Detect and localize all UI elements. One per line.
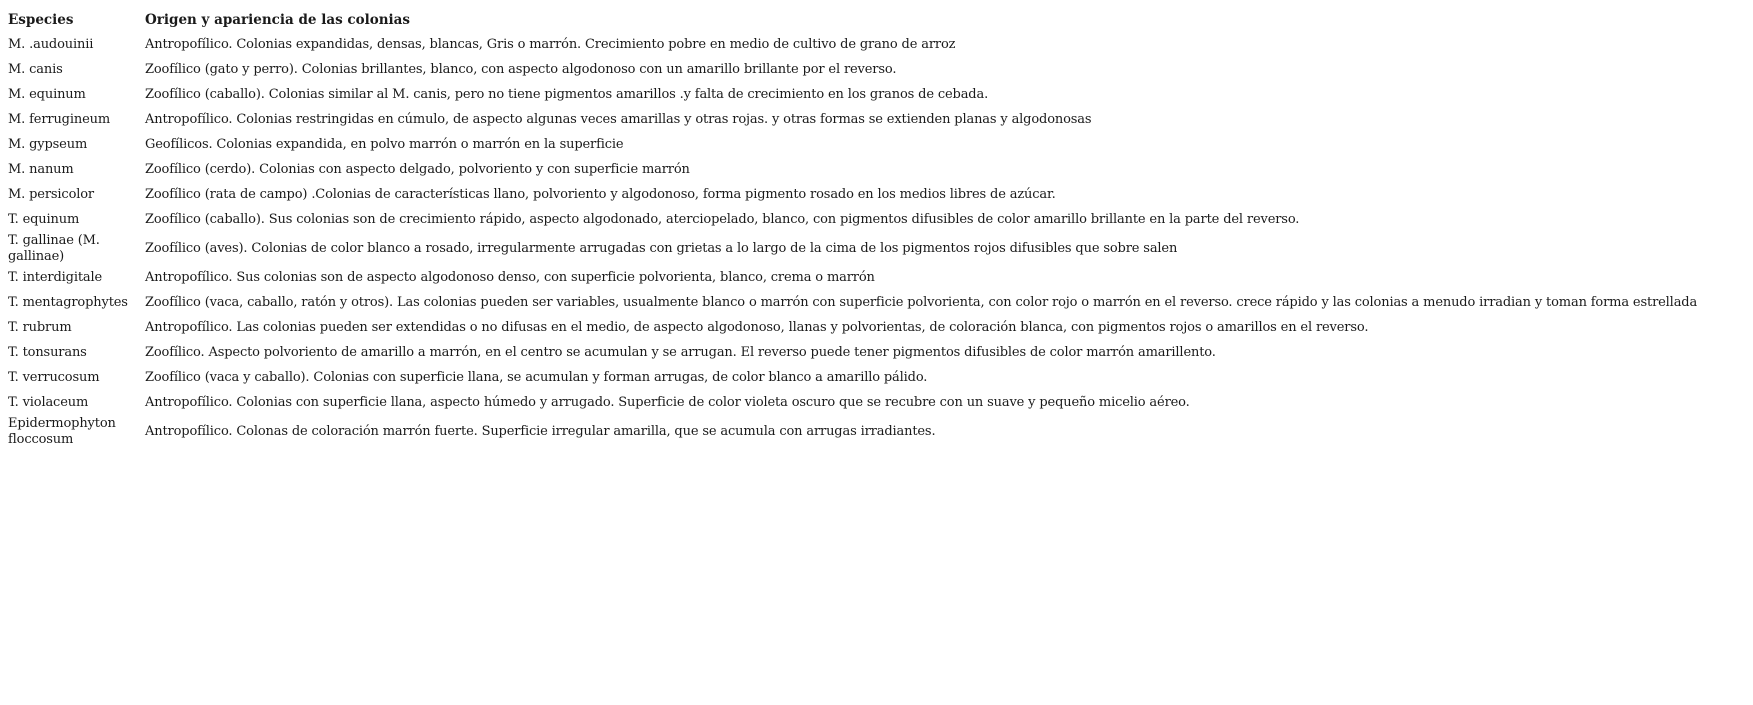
species-description: Zoofílico (caballo). Colonias similar al M. canis, pero no tiene pigmentos amarillos .y falta de crecimiento en los granos de cebada. (145, 86, 989, 102)
species-name: T. interdigitale (8, 269, 103, 285)
table-row (4, 207, 1699, 232)
table-header (4, 8, 1699, 32)
table-row (4, 107, 1699, 132)
species-description: Antropofílico. Colonias con superficie llana, aspecto húmedo y arrugado. Superficie de color violeta oscuro que se recubre con un suave y pequeño micelio aéreo. (145, 394, 1190, 410)
table-row (4, 182, 1699, 207)
table-row (4, 57, 1699, 82)
species-name: M. gypseum (8, 136, 88, 152)
species-description: Zoofílico (caballo). Sus colonias son de crecimiento rápido, aspecto algodonado, aterciopelado, blanco, con pigmentos difusibles de color amarillo brillante en la parte del reverso. (145, 211, 1300, 227)
species-name: T. violaceum (8, 394, 89, 410)
species-name: M. nanum (8, 161, 74, 177)
species-description: Antropofílico. Sus colonias son de aspecto algodonoso denso, con superficie polvorienta, blanco, crema o marrón (145, 269, 875, 285)
species-name: Epidermophyton floccosum (8, 415, 116, 447)
species-description: Zoofílico (vaca y caballo). Colonias con superficie llana, se acumulan y forman arrugas, de color blanco a amarillo pálido. (145, 369, 928, 385)
species-name: T. equinum (8, 211, 80, 227)
table-row (4, 32, 1699, 57)
species-name: M. equinum (8, 86, 86, 102)
species-name: T. verrucosum (8, 369, 100, 385)
species-name: M. .audouinii (8, 36, 94, 52)
species-name: T. tonsurans (8, 344, 87, 360)
table-row (4, 265, 1699, 290)
table-row (4, 340, 1699, 365)
species-description: Zoofílico (vaca, caballo, ratón y otros). Las colonias pueden ser variables, usualmente blanco o marrón con superficie polvorienta, con color rojo o marrón en el reverso. crece rápido y las colonias a menudo irradian y toman forma estrellada (145, 294, 1698, 310)
table-row (4, 82, 1699, 107)
species-description: Zoofílico (aves). Colonias de color blanco a rosado, irregularmente arrugadas con grietas a lo largo de la cima de los pigmentos rojos difusibles que sobre salen (145, 240, 1178, 256)
species-description: Antropofílico. Colonias expandidas, densas, blancas, Gris o marrón. Crecimiento pobre en medio de cultivo de grano de arroz (145, 36, 956, 52)
header-row (4, 8, 1699, 32)
table-row (4, 232, 1699, 265)
table-row (4, 157, 1699, 182)
header-species: Especies (8, 12, 74, 28)
species-description: Zoofílico (rata de campo) .Colonias de características llano, polvoriento y algodonoso, forma pigmento rosado en los medios libres de azúcar. (145, 186, 1056, 202)
species-description: Zoofílico (cerdo). Colonias con aspecto delgado, polvoriento y con superficie marrón (145, 161, 690, 177)
species-description: Antropofílico. Colonias restringidas en cúmulo, de aspecto algunas veces amarillas y otras rojas. y otras formas se extienden planas y algodonosas (145, 111, 1092, 127)
species-name: T. rubrum (8, 319, 72, 335)
species-name: M. persicolor (8, 186, 94, 202)
species-description: Antropofílico. Las colonias pueden ser extendidas o no difusas en el medio, de aspecto algodonoso, llanas y polvorientas, de coloración blanca, con pigmentos rojos o amarillos en el reverso. (145, 319, 1369, 335)
table-row (4, 415, 1699, 448)
header-description: Origen y apariencia de las colonias (145, 12, 411, 28)
table-body (4, 32, 1699, 448)
species-name: M. canis (8, 61, 63, 77)
species-description: Antropofílico. Colonas de coloración marrón fuerte. Superficie irregular amarilla, que se acumula con arrugas irradiantes. (145, 423, 936, 439)
species-description: Geofílicos. Colonias expandida, en polvo marrón o marrón en la superficie (145, 136, 624, 152)
table-row (4, 315, 1699, 340)
species-table (4, 8, 1699, 448)
species-description: Zoofílico (gato y perro). Colonias brillantes, blanco, con aspecto algodonoso con un amarillo brillante por el reverso. (145, 61, 897, 77)
species-name: M. ferrugineum (8, 111, 111, 127)
species-description: Zoofílico. Aspecto polvoriento de amarillo a marrón, en el centro se acumulan y se arrugan. El reverso puede tener pigmentos difusibles de color marrón amarillento. (145, 344, 1216, 360)
table-row (4, 132, 1699, 157)
table-row (4, 390, 1699, 415)
table-row (4, 365, 1699, 390)
table-row (4, 290, 1699, 315)
species-name: T. gallinae (M. gallinae) (8, 232, 100, 264)
species-name: T. mentagrophytes (8, 294, 128, 310)
